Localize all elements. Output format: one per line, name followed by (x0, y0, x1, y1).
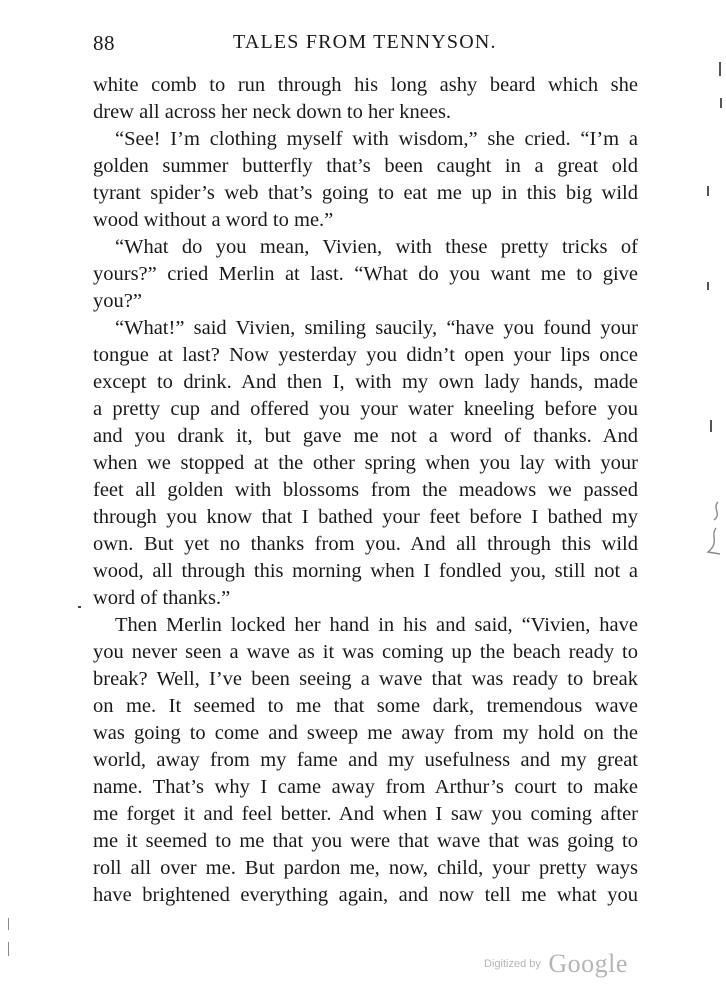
digitized-by-google-watermark (484, 949, 628, 979)
text-line: own. But yet no thanks from you. And all through this wild (93, 533, 638, 555)
margin-scan-mark (8, 918, 9, 930)
text-line: and you drank it, but gave me not a word of thanks. And (93, 425, 638, 447)
text-line: white comb to run through his long ashy beard which she (93, 74, 638, 96)
margin-scan-mark (710, 420, 712, 432)
text-line: drew all across her neck down to her knees. (93, 101, 452, 123)
text-line: you?” (93, 290, 142, 312)
text-line: except to drink. And then I, with my own lady hands, made (93, 371, 638, 393)
text-line: “What!” said Vivien, smiling saucily, “have you found your (115, 317, 638, 339)
margin-scan-mark (720, 98, 722, 108)
margin-scan-mark (707, 282, 709, 290)
text-line: through you know that I bathed your feet before I bathed my (93, 506, 638, 528)
text-line: a pretty cup and offered you your water kneeling before you (93, 398, 638, 420)
google-logo: Google (548, 949, 628, 978)
text-line: “See! I’m clothing myself with wisdom,” she cried. “I’m a (115, 128, 638, 150)
text-line: you never seen a wave as it was coming up the beach ready to (93, 641, 638, 663)
margin-scan-mark (78, 606, 81, 608)
running-title: TALES FROM TENNYSON. (233, 31, 497, 53)
text-line: tyrant spider’s web that’s going to eat me up in this big wild (93, 182, 638, 204)
text-line: have brightened everything again, and now tell me what you (93, 884, 638, 906)
text-line: Then Merlin locked her hand in his and said, “Vivien, have (115, 614, 638, 636)
text-line: break? Well, I’ve been seeing a wave that was ready to break (93, 668, 638, 690)
text-line: name. That’s why I came away from Arthur’s court to make (93, 776, 638, 798)
page-number: 88 (93, 31, 115, 55)
margin-scan-squiggle (698, 500, 726, 560)
body-text (93, 72, 638, 909)
text-line: wood, all through this morning when I fondled you, still not a (93, 560, 638, 582)
text-line: on me. It seemed to me that some dark, tremendous wave (93, 695, 638, 717)
text-line: word of thanks.” (93, 587, 231, 609)
text-line: feet all golden with blossoms from the meadows we passed (93, 479, 638, 501)
text-line: was going to come and sweep me away from my hold on the (93, 722, 638, 744)
text-line: “What do you mean, Vivien, with these pretty tricks of (115, 236, 638, 258)
margin-scan-mark (719, 62, 721, 76)
text-line: yours?” cried Merlin at last. “What do you want me to give (93, 263, 638, 285)
text-line: world, away from my fame and my usefulness and my great (93, 749, 638, 771)
margin-scan-mark (8, 942, 9, 956)
text-line: roll all over me. But pardon me, now, child, your pretty ways (93, 857, 638, 879)
text-line: me forget it and feel better. And when I saw you coming after (93, 803, 638, 825)
digitized-label: Digitized by (484, 958, 541, 970)
margin-scan-mark (707, 186, 709, 196)
text-line: tongue at last? Now yesterday you didn’t open your lips once (93, 344, 638, 366)
text-line: me it seemed to me that you were that wave that was going to (93, 830, 638, 852)
text-line: golden summer butterfly that’s been caught in a great old (93, 155, 638, 177)
text-line: when we stopped at the other spring when you lay with your (93, 452, 638, 474)
page-header (93, 31, 638, 57)
text-line: wood without a word to me.” (93, 209, 334, 231)
